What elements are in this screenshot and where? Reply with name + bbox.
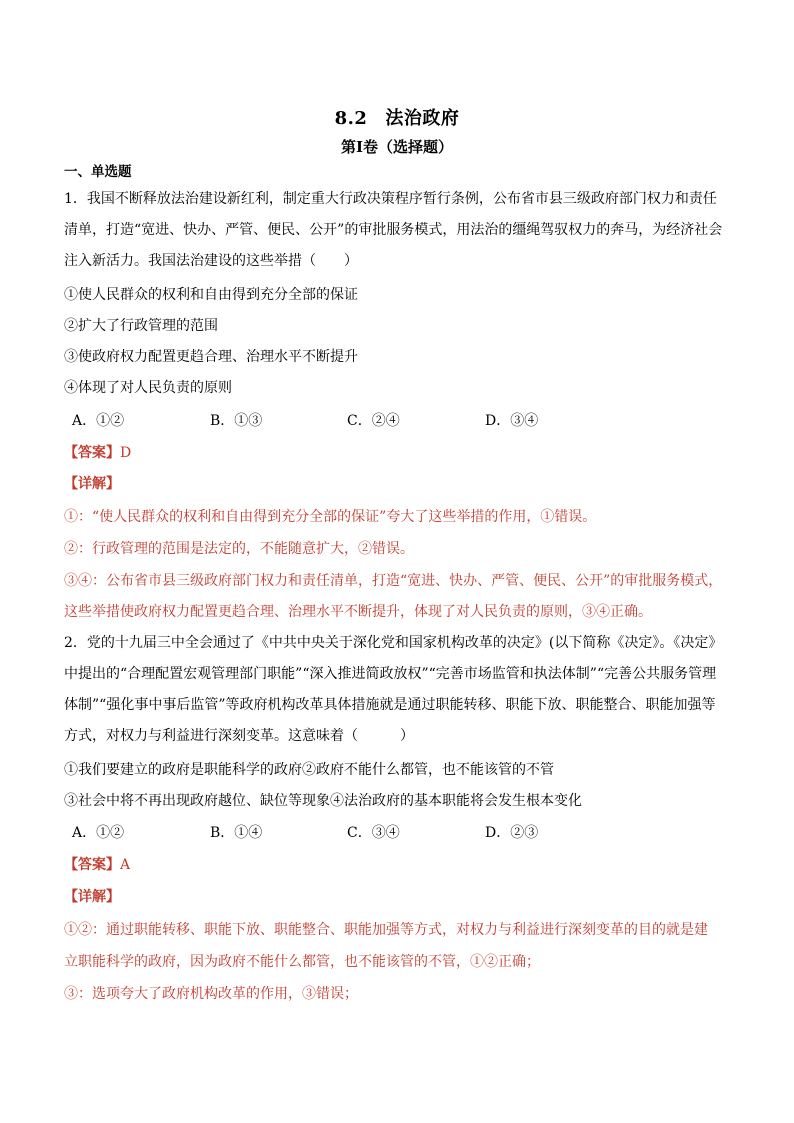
q1-detail-line: 这些举措使政府权力配置更趋合理、治理水平不断提升，体现了对人民负责的原则，③④正确。 bbox=[64, 604, 652, 620]
answer-value: A bbox=[120, 857, 131, 873]
answer-value: D bbox=[120, 445, 132, 461]
q1-option-a: A．①② bbox=[72, 413, 125, 429]
q1-detail-label bbox=[64, 473, 740, 493]
q1-detail-line: ②：行政管理的范围是法定的，不能随意扩大，②错误。 bbox=[64, 541, 414, 557]
q1-statement: ②扩大了行政管理的范围 bbox=[64, 318, 218, 334]
q2-option-c: C．③④ bbox=[347, 825, 400, 841]
answer-label: 【答案】 bbox=[64, 857, 120, 873]
q2-stem-line: 体制”“强化事中事后监管”等政府机构改革具体措施就是通过职能转移、职能下放、职能整合、职能加强等 bbox=[64, 697, 716, 713]
q2-option-d: D．②③ bbox=[485, 825, 539, 841]
q2-detail-line: ③：选项夸大了政府机构改革的作用，③错误； bbox=[64, 986, 358, 1002]
q1-option-d: D．③④ bbox=[485, 413, 539, 429]
answer-label: 【答案】 bbox=[64, 445, 120, 461]
detail-label: 【详解】 bbox=[64, 889, 120, 905]
chapter-number: 8.2 bbox=[334, 108, 368, 129]
q1-statement: ①使人民群众的权利和自由得到充分全部的保证 bbox=[64, 287, 358, 303]
section-heading: 一、单选题 bbox=[64, 164, 132, 180]
q1-option-b: B．①③ bbox=[210, 413, 263, 429]
q2-detail-label bbox=[64, 886, 740, 906]
page-title bbox=[0, 104, 794, 130]
q2-detail-line: 立职能科学的政府，因为政府不能什么都管，也不能该管的不管，①②正确； bbox=[64, 954, 540, 970]
q1-statement: ③使政府权力配置更趋合理、治理水平不断提升 bbox=[64, 349, 358, 365]
q1-detail-line: ①：“使人民群众的权利和自由得到充分全部的保证”夸大了这些举措的作用，①错误。 bbox=[64, 509, 597, 525]
q1-stem-line: 注入新活力。我国法治建设的这些举措（ ） bbox=[64, 253, 358, 269]
q1-stem-line: 1．我国不断释放法治建设新红利，制定重大行政决策程序暂行条例，公布省市县三级政府部门权力和责任 bbox=[64, 191, 717, 207]
q1-detail-line: ③④：公布省市县三级政府部门权力和责任清单，打造“宽进、快办、严管、便民、公开”的审批服务模式， bbox=[64, 573, 723, 589]
q1-option-c: C．②④ bbox=[347, 413, 400, 429]
q2-option-b: B．①④ bbox=[210, 825, 263, 841]
q2-statement: ①我们要建立的政府是职能科学的政府②政府不能什么都管，也不能该管的不管 bbox=[64, 762, 554, 778]
q2-stem-line: 中提出的“合理配置宏观管理部门职能”“深入推进简政放权”“完善市场监管和执法体制”“完善公共服务管理 bbox=[64, 666, 717, 682]
chapter-title: 法治政府 bbox=[385, 108, 460, 129]
q1-answer bbox=[64, 442, 740, 462]
q2-answer bbox=[64, 854, 740, 874]
q2-option-a: A．①② bbox=[72, 825, 125, 841]
q2-statement: ③社会中将不再出现政府越位、缺位等现象④法治政府的基本职能将会发生根本变化 bbox=[64, 793, 582, 809]
q1-stem-line: 清单，打造“宽进、快办、严管、便民、公开”的审批服务模式，用法治的缰绳驾驭权力的奔马，为经济社会 bbox=[64, 222, 723, 238]
q1-statement: ④体现了对人民负责的原则 bbox=[64, 380, 232, 396]
q2-stem-line: 2．党的十九届三中全会通过了《中共中央关于深化党和国家机构改革的决定》(以下简称《决定》。《决定》 bbox=[64, 635, 723, 651]
volume-subtitle: 第I卷（选择题） bbox=[340, 138, 454, 156]
q2-detail-line: ①②：通过职能转移、职能下放、职能整合、职能加强等方式，对权力与利益进行深刻变革的目的就是建 bbox=[64, 922, 708, 938]
detail-label: 【详解】 bbox=[64, 476, 120, 492]
q2-stem-line: 方式，对权力与利益进行深刻变革。这意味着（ ） bbox=[64, 728, 414, 744]
